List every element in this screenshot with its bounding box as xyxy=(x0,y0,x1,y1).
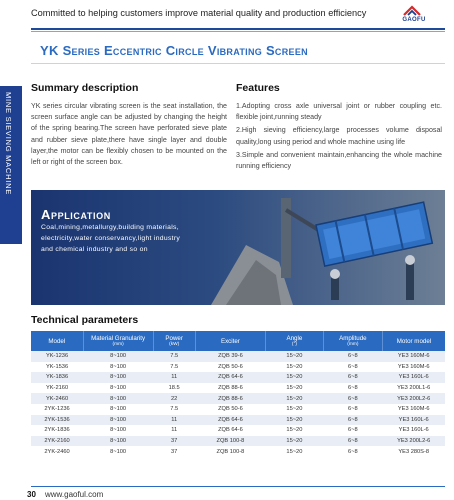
table-row: YK-1236 8~100 7.5 ZQB 39-6 15~20 6~8 YE3 160M-6 xyxy=(31,351,445,362)
header-tagline: Committed to helping customers improve material quality and production efficiency xyxy=(31,8,367,18)
company-logo xyxy=(386,5,442,27)
application-text: Coal,mining,metallurgy,building materials, electricity,water conservancy,light industry and chemical industry and so on xyxy=(41,224,181,253)
table-row: YK-1836 8~100 11 ZQB 64-6 15~20 6~8 YE3 160L-6 xyxy=(31,372,445,383)
side-category-tab xyxy=(0,86,22,244)
page-number: 30 xyxy=(27,490,36,499)
feature-item: 3.Simple and convenient maintain,enhancing the whole machine running efficiency xyxy=(236,150,442,171)
summary-heading: Summary description xyxy=(31,82,139,94)
header-rule xyxy=(31,28,445,30)
feature-item: 1.Adopting cross axle universal joint or rubber coupling etc. flexible joint,running steady xyxy=(236,102,442,122)
header-rule-thin xyxy=(31,31,445,32)
table-row: YK-1536 8~100 7.5 ZQB 50-6 15~20 6~8 YE3 160M-6 xyxy=(31,362,445,373)
column-header: Amplitude (mm) xyxy=(323,331,382,351)
title-divider xyxy=(31,63,445,64)
column-header: Angle (°) xyxy=(266,331,324,351)
table-row: YK-2160 8~100 18.5 ZQB 88-6 15~20 6~8 YE3 200L1-6 xyxy=(31,383,445,394)
table-row: 2YK-1236 8~100 7.5 ZQB 50-6 15~20 6~8 YE3 160M-6 xyxy=(31,404,445,415)
page-title: YK Series Eccentric Circle Vibrating Screen xyxy=(40,43,308,58)
features-list xyxy=(236,101,442,174)
tech-parameters-table xyxy=(31,331,445,457)
footer-rule xyxy=(31,486,445,487)
tech-heading: Technical parameters xyxy=(31,314,139,326)
logo-mark-icon xyxy=(402,5,422,17)
table-row: 2YK-2160 8~100 37 ZQB 100-8 15~20 6~8 YE3 200L2-6 xyxy=(31,436,445,447)
column-header: Model xyxy=(31,331,83,351)
feature-item: 2.High sieving efficiency,large processes volume disposal quality,long using period and whole machine using life xyxy=(236,126,442,146)
application-title: Application xyxy=(41,207,111,222)
column-header: Material Granularity (mm) xyxy=(83,331,153,351)
logo-text: GAOFU xyxy=(402,17,426,23)
table-row: 2YK-1536 8~100 11 ZQB 64-6 15~20 6~8 YE3 160L-6 xyxy=(31,415,445,426)
summary-text: YK series circular vibrating screen is the seat installation, the screen surface angle can be adjusted by changing the height of the spring bearing.The screen have perforated sieve plate and rubber sieve plate,there have single layer and double layer,the motor can be flexibly chosen to be mounted on the left or right of the screen box. xyxy=(31,102,227,167)
website-link[interactable]: www.gaoful.com xyxy=(45,490,104,499)
table-header-row xyxy=(31,331,445,351)
table-row: 2YK-2460 8~100 37 ZQB 100-8 15~20 6~8 YE3 280S-8 xyxy=(31,446,445,457)
column-header: Motor model xyxy=(382,331,445,351)
side-tab-label: MINE SIEVING MACHINE xyxy=(4,92,13,196)
features-heading: Features xyxy=(236,82,280,94)
column-header: Exciter xyxy=(195,331,265,351)
table-row: YK-2460 8~100 22 ZQB 88-6 15~20 6~8 YE3 200L2-6 xyxy=(31,393,445,404)
column-header: Power (kW) xyxy=(153,331,195,351)
table-row: 2YK-1836 8~100 11 ZQB 64-6 15~20 6~8 YE3 160L-6 xyxy=(31,425,445,436)
